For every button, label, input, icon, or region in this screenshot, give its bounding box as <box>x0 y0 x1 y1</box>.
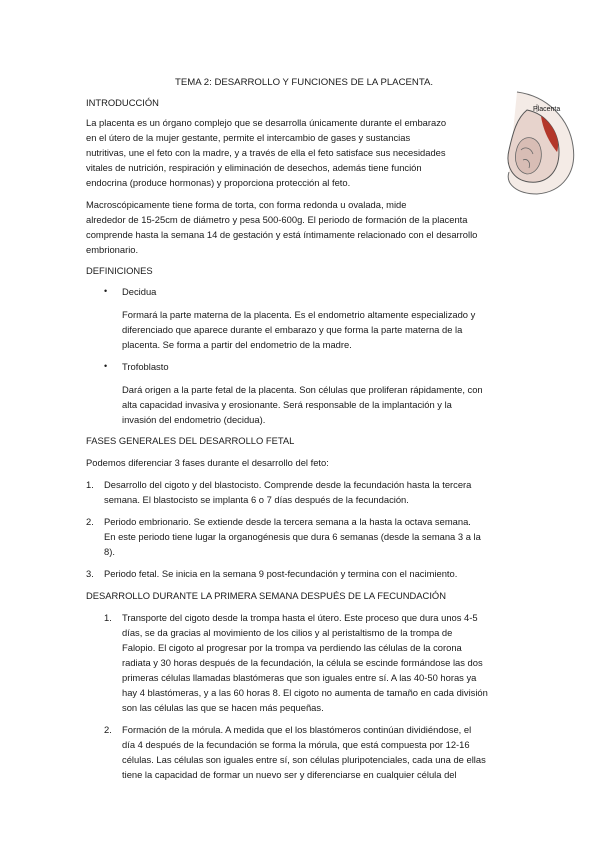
firstweek-line: Formación de la mórula. A medida que el los blastómeros continúan dividiéndose, el <box>122 724 472 735</box>
phases-intro: Podemos diferenciar 3 fases durante el desarrollo del feto: <box>86 457 329 468</box>
decidua-line: diferenciado que aparece durante el embarazo y que forma la parte materna de la <box>122 324 463 335</box>
bullet: • <box>104 286 108 296</box>
term-decidua: Decidua <box>122 286 157 297</box>
phase-line: Periodo embrionario. Se extiende desde la tercera semana a la hasta la octava semana. <box>104 516 471 527</box>
firstweek-line: células. Las células son iguales entre sí, son células pluripotenciales, cada una de ellas <box>122 754 486 765</box>
firstweek-line: son las células las que se hacen más pequeñas. <box>122 702 324 713</box>
firstweek-line: primeras células llamadas blastómeras que son iguales entre sí. A las 40-50 horas ya <box>122 672 477 683</box>
trofoblasto-line: invasión del endometrio (decidua). <box>122 414 266 425</box>
intro-line: nutritivas, une el feto con la madre, y a través de ella el feto satisface sus necesidades <box>86 147 446 158</box>
firstweek-line: día 4 después de la fecundación se forma la mórula, que está compuesta por 12-16 <box>122 739 470 750</box>
heading-fases: FASES GENERALES DEL DESARROLLO FETAL <box>86 435 295 446</box>
firstweek-line: tiene la capacidad de formar un nuevo ser y diferenciarse en cualquier célula del <box>122 769 457 780</box>
heading-definiciones: DEFINICIONES <box>86 265 153 276</box>
decidua-line: Formará la parte materna de la placenta. Es el endometrio altamente especializado y <box>122 309 476 320</box>
firstweek-line: días, se da gracias al movimiento de los cilios y al peristaltismo de la trompa de <box>122 627 453 638</box>
placenta-illustration <box>497 88 581 198</box>
bullet: • <box>104 361 108 371</box>
term-trofoblasto: Trofoblasto <box>122 361 169 372</box>
phase-line: semana. El blastocisto se implanta 6 o 7 días después de la fecundación. <box>104 494 409 505</box>
intro-line: Macroscópicamente tiene forma de torta, con forma redonda u ovalada, mide <box>86 199 407 210</box>
list-number: 3. <box>86 568 94 579</box>
list-number: 1. <box>86 479 94 490</box>
intro-line: embrionario. <box>86 244 139 255</box>
decidua-line: placenta. Se forma a partir del endometrio de la madre. <box>122 339 352 350</box>
firstweek-line: Falopio. El cigoto al progresar por la trompa va perdiendo las células de la corona <box>122 642 462 653</box>
intro-line: comprende hasta la semana 14 de gestación y está íntimamente relacionado con el desarrollo <box>86 229 478 240</box>
intro-line: en el útero de la mujer gestante, permite el intercambio de gases y sustancias <box>86 132 411 143</box>
phase-line: Desarrollo del cigoto y del blastocisto. Comprende desde la fecundación hasta la tercera <box>104 479 472 490</box>
list-number: 1. <box>104 612 112 623</box>
heading-primera-semana: DESARROLLO DURANTE LA PRIMERA SEMANA DESPUÉS DE LA FECUNDACIÓN <box>86 590 446 601</box>
trofoblasto-line: Dará origen a la parte fetal de la placenta. Son células que proliferan rápidamente, con <box>122 384 483 395</box>
phase-line: 8). <box>104 546 115 557</box>
list-number: 2. <box>104 724 112 735</box>
intro-line: alrededor de 15-25cm de diámetro y pesa 500-600g. El periodo de formación de la placenta <box>86 214 468 225</box>
intro-line: La placenta es un órgano complejo que se desarrolla únicamente durante el embarazo <box>86 117 447 128</box>
list-number: 2. <box>86 516 94 527</box>
document-title: TEMA 2: DESARROLLO Y FUNCIONES DE LA PLACENTA. <box>175 77 434 88</box>
phase-line: En este periodo tiene lugar la organogénesis que dura 6 semanas (desde la semana 3 a la <box>104 531 481 542</box>
intro-line: vitales de nutrición, respiración y eliminación de desechos, además tiene función <box>86 162 422 173</box>
firstweek-line: Transporte del cigoto desde la trompa hasta el útero. Este proceso que dura unos 4-5 <box>122 612 478 623</box>
intro-line: endocrina (produce hormonas) y proporciona protección al feto. <box>86 177 351 188</box>
trofoblasto-line: alta capacidad invasiva y erosionante. Será responsable de la implantación y la <box>122 399 452 410</box>
firstweek-line: hay 4 blastómeras, y a las 60 horas 8. El cigoto no aumenta de tamaño en cada división <box>122 687 488 698</box>
phase-line: Periodo fetal. Se inicia en la semana 9 post-fecundación y termina con el nacimiento. <box>104 568 458 579</box>
firstweek-line: radiata y 30 horas después de la fecundación, la célula se escinde formándose las dos <box>122 657 483 668</box>
placenta-label: Placenta <box>533 106 561 113</box>
heading-introduccion: INTRODUCCIÓN <box>86 97 159 108</box>
